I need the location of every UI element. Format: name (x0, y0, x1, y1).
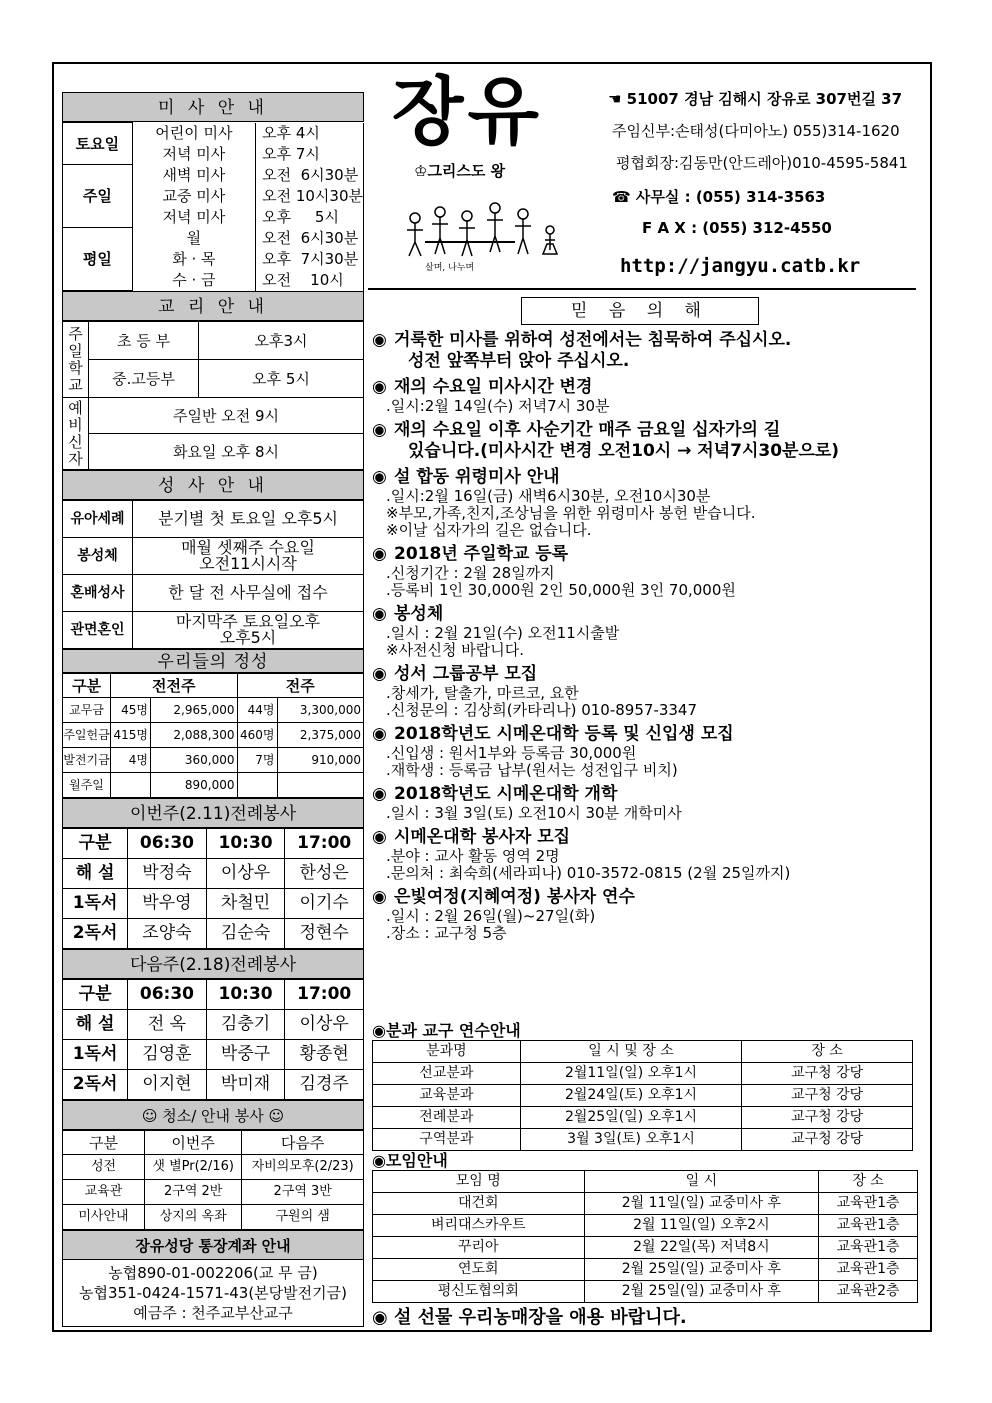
news-title (372, 827, 920, 848)
liturgy-this-title: 이번주(2.11)전례봉사 (62, 798, 364, 828)
meetings-header-cell: 장 소 (819, 1171, 918, 1193)
liturgy-next-header (63, 980, 364, 1010)
training-cell: 교구청 강당 (742, 1063, 913, 1085)
sacrament-name: 혼배성사 (63, 575, 133, 612)
doctrine-table (62, 321, 364, 470)
news-item (372, 467, 920, 539)
parish-subtitle: ♔그리스도 왕 (414, 162, 506, 180)
cleaning-cell: 2구역 2반 (145, 1180, 242, 1205)
bullet-icon: ◉ (372, 604, 387, 624)
offering-cell (111, 773, 151, 798)
training-row (373, 1063, 913, 1085)
account-line: 농협890-01-002206(교 무 금) (108, 1264, 318, 1282)
meetings-cell: 벼리대스카우트 (373, 1215, 585, 1237)
cleaning-cell: 상지의 옥좌 (145, 1205, 242, 1230)
sacrament-desc: 마지막주 토요일오후 오후5시 (133, 612, 364, 649)
liturgy-this-cell: 차철민 (206, 889, 285, 919)
news-title-text: 설 합동 위령미사 안내 (394, 467, 560, 487)
news-item (372, 544, 920, 599)
sacrament-desc: 한 달 전 사무실에 접수 (133, 575, 364, 612)
offering-cell: 2,088,300 (151, 723, 238, 748)
offering-cell (237, 773, 277, 798)
offering-row (63, 773, 364, 798)
meetings-cell: 교육관1층 (819, 1193, 918, 1215)
news-title-text: 2018학년도 시메온대학 개학 (394, 784, 618, 804)
offering-cell: 발전기금 (63, 748, 111, 773)
mass-time: 오전 6시30분 (256, 228, 364, 249)
meetings-row (373, 1193, 918, 1215)
news-title-text: 시메온대학 봉사자 모집 (394, 827, 571, 847)
training-cell: 2월11일(일) 오후1시 (520, 1063, 742, 1085)
sunday-school-time: 오후3시 (199, 322, 364, 360)
liturgy-this-cell: 2독서 (63, 919, 128, 949)
news-detail: ※사전신청 바랍니다. (386, 641, 525, 659)
liturgy-this-header-cell: 17:00 (285, 829, 364, 859)
left-column (62, 92, 364, 1327)
news-detail: .등록비 1인 30,000원 2인 50,000원 3인 70,000원 (386, 581, 736, 599)
liturgy-next-cell: 이상우 (285, 1010, 364, 1040)
news-detail: ※부모,가족,친지,조상님을 위한 위령미사 봉헌 받습니다. (386, 504, 756, 522)
sacrament-name: 유아세례 (63, 501, 133, 538)
liturgy-this-row (63, 859, 364, 889)
liturgy-this-cell: 조양숙 (128, 919, 207, 949)
news-detail: .일시:2월 16일(금) 새벽6시30분, 오전10시30분 (386, 487, 711, 505)
offering-cell (277, 773, 364, 798)
news-detail: .문의처 : 최숙희(세라피나) 010-3572-0815 (2월 25일까지) (386, 864, 791, 882)
training-cell: 교구청 강당 (742, 1085, 913, 1107)
news-title (372, 377, 920, 398)
mass-name: 새벽 미사 (132, 165, 255, 186)
account-line: 농협351-0424-1571-43(본당발전기금) (79, 1284, 347, 1302)
offering-header-cell: 구분 (63, 674, 111, 698)
news-list (372, 330, 920, 947)
liturgy-this-cell: 이기수 (285, 889, 364, 919)
liturgy-next-cell: 김충기 (206, 1010, 285, 1040)
mass-time: 오후 7시 (256, 144, 364, 165)
header-divider (368, 288, 916, 290)
liturgy-this-header-cell: 구분 (63, 829, 128, 859)
news-detail: .신입생 : 원서1부와 등록금 30,000원 (386, 744, 637, 762)
news-title-text: 거룩한 미사를 위하여 성전에서는 침묵하여 주십시오. (394, 330, 792, 350)
liturgy-next-cell: 박중구 (206, 1040, 285, 1070)
meetings-cell: 2월 25일(일) 교중미사 후 (584, 1281, 819, 1303)
training-cell: 교육분과 (373, 1085, 521, 1107)
cleaning-cell: 성전 (63, 1155, 145, 1180)
news-title (372, 664, 920, 685)
mass-time: 오전 10시 (256, 270, 364, 291)
news-title-text: 있습니다.(미사시간 변경 오전10시 → 저녁7시30분으로) (408, 441, 840, 461)
news-title (372, 784, 920, 805)
offering-cell: 4명 (111, 748, 151, 773)
bullet-icon: ◉ (372, 420, 387, 440)
offering-cell: 890,000 (151, 773, 238, 798)
mass-row (63, 165, 364, 186)
liturgy-next-row (63, 1070, 364, 1100)
news-detail: ※이날 십자가의 길은 없습니다. (386, 521, 592, 539)
mass-time: 오전 6시30분 (256, 165, 364, 186)
news-detail: .신청기간 : 2월 28일까지 (386, 564, 555, 582)
cleaning-row (63, 1155, 364, 1180)
offering-cell: 주일헌금 (63, 723, 111, 748)
meetings-row (373, 1215, 918, 1237)
sacrament-desc: 분기별 첫 토요일 오후5시 (133, 501, 364, 538)
news-detail: .장소 : 교구청 5층 (386, 924, 507, 942)
training-cell: 교구청 강당 (742, 1107, 913, 1129)
news-title-text: 성서 그룹공부 모집 (394, 664, 538, 684)
meetings-row (373, 1259, 918, 1281)
sacrament-name: 관면혼인 (63, 612, 133, 649)
meetings-cell: 2월 11일(일) 교중미사 후 (584, 1193, 819, 1215)
news-title-text: 재의 수요일 미사시간 변경 (394, 377, 593, 397)
mass-name: 어린이 미사 (132, 123, 255, 144)
news-title (372, 330, 920, 351)
community-illustration (395, 190, 565, 274)
offering-cell: 360,000 (151, 748, 238, 773)
bullet-icon: ◉ (372, 784, 387, 804)
catechumen-label: 예 비 신 자 (63, 398, 89, 470)
liturgy-next-table (62, 979, 364, 1100)
bullet-icon: ◉ (372, 827, 387, 847)
liturgy-this-cell: 1독서 (63, 889, 128, 919)
mass-day: 주일 (63, 165, 133, 228)
mass-name: 저녁 미사 (132, 144, 255, 165)
sunday-school-time: 오후 5시 (199, 360, 364, 398)
news-title (372, 887, 920, 908)
mass-row (63, 228, 364, 249)
address-line (608, 88, 902, 109)
liturgy-this-row (63, 889, 364, 919)
fax-line: F A X : (055) 312-4550 (642, 219, 832, 237)
offering-cell: 월주일 (63, 773, 111, 798)
meetings-row (373, 1281, 918, 1303)
website-link[interactable]: http://jangyu.catb.kr (620, 255, 861, 277)
training-header-cell: 장 소 (742, 1041, 913, 1063)
news-item (372, 420, 920, 462)
news-item (372, 604, 920, 659)
cleaning-row (63, 1180, 364, 1205)
mass-time: 오후 5시 (256, 207, 364, 228)
mass-day: 평일 (63, 228, 133, 291)
liturgy-next-header-cell: 17:00 (285, 980, 364, 1010)
news-detail: .일시 : 2월 21일(수) 오전11시출발 (386, 624, 620, 642)
offering-row (63, 698, 364, 723)
liturgy-next-header-cell: 06:30 (128, 980, 207, 1010)
year-banner: 믿 음 의 해 (521, 297, 759, 325)
training-header-cell: 일 시 및 장 소 (520, 1041, 742, 1063)
offering-cell: 2,375,000 (277, 723, 364, 748)
meetings-cell: 교육관1층 (819, 1215, 918, 1237)
doctrine-title: 교 리 안 내 (62, 291, 364, 321)
news-detail: .일시 : 3월 3일(토) 오전10시 30분 개학미사 (386, 804, 682, 822)
offering-cell: 415명 (111, 723, 151, 748)
news-item (372, 330, 920, 372)
offering-cell: 교무금 (63, 698, 111, 723)
news-title (372, 604, 920, 625)
bullet-icon: ◉ (372, 330, 387, 350)
meetings-cell: 교육관2층 (819, 1281, 918, 1303)
news-item (372, 887, 920, 942)
offering-title: 우리들의 정성 (62, 649, 364, 673)
mass-title: 미 사 안 내 (62, 92, 364, 122)
meetings-row (373, 1237, 918, 1259)
training-row (373, 1107, 913, 1129)
liturgy-next-cell: 해 설 (63, 1010, 128, 1040)
offering-row (63, 748, 364, 773)
parish-logo: 장유 (392, 69, 543, 155)
news-title-text: 봉성체 (394, 604, 444, 624)
liturgy-this-cell: 박우영 (128, 889, 207, 919)
training-cell: 교구청 강당 (742, 1129, 913, 1151)
liturgy-this-cell: 해 설 (63, 859, 128, 889)
art-caption: 살며, 나누며 (425, 263, 475, 273)
offering-cell: 2,965,000 (151, 698, 238, 723)
training-row (373, 1085, 913, 1107)
offering-row (63, 723, 364, 748)
sacrament-title: 성 사 안 내 (62, 470, 364, 500)
pastor-line: 주임신부:손태성(다미아노) 055)314-1620 (612, 122, 900, 140)
liturgy-this-cell: 한성은 (285, 859, 364, 889)
news-title (372, 420, 920, 441)
training-cell: 선교분과 (373, 1063, 521, 1085)
training-title: ◉분과 교구 연수안내 (372, 1021, 521, 1040)
bullet-icon: ◉ (372, 664, 387, 684)
cleaning-header-cell: 구분 (63, 1131, 145, 1155)
training-box (372, 1040, 913, 1151)
sacrament-row (63, 538, 364, 575)
meetings-cell: 대건회 (373, 1193, 585, 1215)
final-notice: ◉ 설 선물 우리농매장을 애용 바랍니다. (372, 1307, 687, 1328)
training-table (372, 1040, 913, 1151)
cleaning-header-cell: 다음주 (242, 1131, 364, 1155)
news-title-text: 성전 앞쪽부터 앉아 주십시오. (408, 351, 630, 371)
training-cell: 2월24일(토) 오후1시 (520, 1085, 742, 1107)
sacrament-table (62, 500, 364, 649)
mass-row (63, 123, 364, 144)
training-cell: 3월 3일(토) 오후1시 (520, 1129, 742, 1151)
offering-header-cell: 전주 (237, 674, 364, 698)
news-item (372, 664, 920, 719)
bullet-icon: ◉ (372, 544, 387, 564)
news-item (372, 827, 920, 882)
bullet-icon: ◉ (372, 724, 387, 744)
meetings-cell: 교육관1층 (819, 1237, 918, 1259)
meetings-title: ◉모임안내 (372, 1151, 448, 1170)
offering-header (63, 674, 364, 698)
news-title (372, 441, 920, 462)
account-line: 예금주 : 천주교부산교구 (133, 1304, 293, 1322)
offering-cell: 910,000 (277, 748, 364, 773)
cleaning-cell: 자비의모후(2/23) (242, 1155, 364, 1180)
mass-name: 화 · 목 (132, 249, 255, 270)
news-item (372, 377, 920, 415)
training-header-cell: 분과명 (373, 1041, 521, 1063)
news-title-text: 2018년 주일학교 등록 (394, 544, 569, 564)
news-title-text: 재의 수요일 이후 사순기간 매주 금요일 십자가의 길 (394, 420, 781, 440)
meetings-header-cell: 모임 명 (373, 1171, 585, 1193)
liturgy-this-cell: 정현수 (285, 919, 364, 949)
training-row (373, 1129, 913, 1151)
liturgy-next-title: 다음주(2.18)전례봉사 (62, 949, 364, 979)
news-detail: .창세가, 탈출가, 마르코, 요한 (386, 684, 579, 702)
cleaning-cell: 교육관 (63, 1180, 145, 1205)
liturgy-this-table (62, 828, 364, 949)
liturgy-this-header-cell: 06:30 (128, 829, 207, 859)
mass-day: 토요일 (63, 123, 133, 165)
council-line: 평협회장:김동만(안드레아)010-4595-5841 (616, 154, 908, 172)
offering-table (62, 673, 364, 798)
sunday-school-label: 주 일 학 교 (63, 322, 89, 398)
meetings-header-cell: 일 시 (584, 1171, 819, 1193)
meetings-cell: 평신도협의회 (373, 1281, 585, 1303)
offering-cell: 45명 (111, 698, 151, 723)
cleaning-cell: 구원의 샘 (242, 1205, 364, 1230)
news-title-text: 2018학년도 시메온대학 등록 및 신입생 모집 (394, 724, 734, 744)
news-detail: .일시 : 2월 26일(월)~27일(화) (386, 907, 596, 925)
liturgy-next-cell: 김영훈 (128, 1040, 207, 1070)
liturgy-next-row (63, 1010, 364, 1040)
address-text: 51007 경남 김해시 장유로 307번길 37 (626, 90, 903, 108)
news-item (372, 724, 920, 779)
liturgy-next-cell: 1독서 (63, 1040, 128, 1070)
news-detail: .신청문의 : 김상희(카타리나) 010-8957-3347 (386, 701, 698, 719)
training-cell: 2월25일(일) 오후1시 (520, 1107, 742, 1129)
liturgy-next-cell: 전 옥 (128, 1010, 207, 1040)
news-title (372, 724, 920, 745)
mass-time: 오후 4시 (256, 123, 364, 144)
liturgy-next-row (63, 1040, 364, 1070)
news-detail: .분야 : 교사 활동 영역 2명 (386, 847, 560, 865)
offering-cell: 460명 (237, 723, 277, 748)
liturgy-next-header-cell: 10:30 (206, 980, 285, 1010)
meetings-cell: 연도회 (373, 1259, 585, 1281)
meetings-cell: 교육관1층 (819, 1259, 918, 1281)
sacrament-desc: 매월 셋째주 수요일 오전11시시작 (133, 538, 364, 575)
mass-table (62, 122, 364, 291)
liturgy-next-cell: 2독서 (63, 1070, 128, 1100)
offering-cell: 3,300,000 (277, 698, 364, 723)
news-title (372, 351, 920, 372)
sacrament-row (63, 501, 364, 538)
meetings-cell: 2월 11일(일) 오후2시 (584, 1215, 819, 1237)
news-title (372, 544, 920, 565)
mass-time: 오후 7시30분 (256, 249, 364, 270)
sunday-school-name: 중.고등부 (89, 360, 199, 398)
liturgy-next-cell: 김경주 (285, 1070, 364, 1100)
meetings-cell: 2월 25일(일) 교중미사 후 (584, 1259, 819, 1281)
mass-name: 월 (132, 228, 255, 249)
cleaning-header (63, 1131, 364, 1155)
bullet-icon: ◉ (372, 467, 387, 487)
offering-cell: 7명 (237, 748, 277, 773)
offering-header-cell: 전전주 (111, 674, 238, 698)
hand-icon: ☚ (608, 90, 627, 108)
meetings-box (372, 1170, 918, 1303)
news-title (372, 467, 920, 488)
bullet-icon: ◉ (372, 377, 387, 397)
sacrament-name: 봉성체 (63, 538, 133, 575)
liturgy-this-cell: 박정숙 (128, 859, 207, 889)
news-item (372, 784, 920, 822)
news-detail: .재학생 : 등록금 납부(원서는 성전입구 비치) (386, 761, 678, 779)
mass-name: 저녁 미사 (132, 207, 255, 228)
liturgy-this-header-cell: 10:30 (206, 829, 285, 859)
mass-name: 수 · 금 (132, 270, 255, 291)
news-title-text: 은빛여정(지혜여정) 봉사자 연수 (394, 887, 635, 907)
training-header (373, 1041, 913, 1063)
sacrament-row (63, 612, 364, 649)
sacrament-row (63, 575, 364, 612)
liturgy-next-cell: 황종현 (285, 1040, 364, 1070)
news-detail: .일시:2월 14일(수) 저녁7시 30분 (386, 397, 610, 415)
mass-name: 교중 미사 (132, 186, 255, 207)
cleaning-cell: 샛 별Pr(2/16) (145, 1155, 242, 1180)
mass-time: 오전 10시30분 (256, 186, 364, 207)
offering-cell: 44명 (237, 698, 277, 723)
liturgy-next-cell: 박미재 (206, 1070, 285, 1100)
cleaning-row (63, 1205, 364, 1230)
cleaning-table (62, 1130, 364, 1230)
meetings-cell: 2월 22일(목) 저녁8시 (584, 1237, 819, 1259)
cleaning-cell: 2구역 3반 (242, 1180, 364, 1205)
cleaning-header-cell: 이번주 (145, 1131, 242, 1155)
catechumen-time: 주일반 오전 9시 (89, 398, 364, 434)
liturgy-this-cell: 이상우 (206, 859, 285, 889)
cleaning-title: ☺ 청소/ 안내 봉사 ☺ (62, 1100, 364, 1130)
meetings-cell: 꾸리아 (373, 1237, 585, 1259)
catechumen-time: 화요일 오후 8시 (89, 434, 364, 470)
cleaning-cell: 미사안내 (63, 1205, 145, 1230)
liturgy-this-header (63, 829, 364, 859)
liturgy-this-cell: 김순숙 (206, 919, 285, 949)
account-box (62, 1260, 364, 1327)
liturgy-this-row (63, 919, 364, 949)
liturgy-next-cell: 이지현 (128, 1070, 207, 1100)
office-line: ☎ 사무실 : (055) 314-3563 (612, 188, 826, 206)
training-cell: 구역분과 (373, 1129, 521, 1151)
account-title: 장유성당 통장계좌 안내 (62, 1230, 364, 1260)
liturgy-next-header-cell: 구분 (63, 980, 128, 1010)
bullet-icon: ◉ (372, 887, 387, 907)
meetings-table (372, 1170, 918, 1303)
training-cell: 전례분과 (373, 1107, 521, 1129)
sunday-school-name: 초 등 부 (89, 322, 199, 360)
meetings-header (373, 1171, 918, 1193)
